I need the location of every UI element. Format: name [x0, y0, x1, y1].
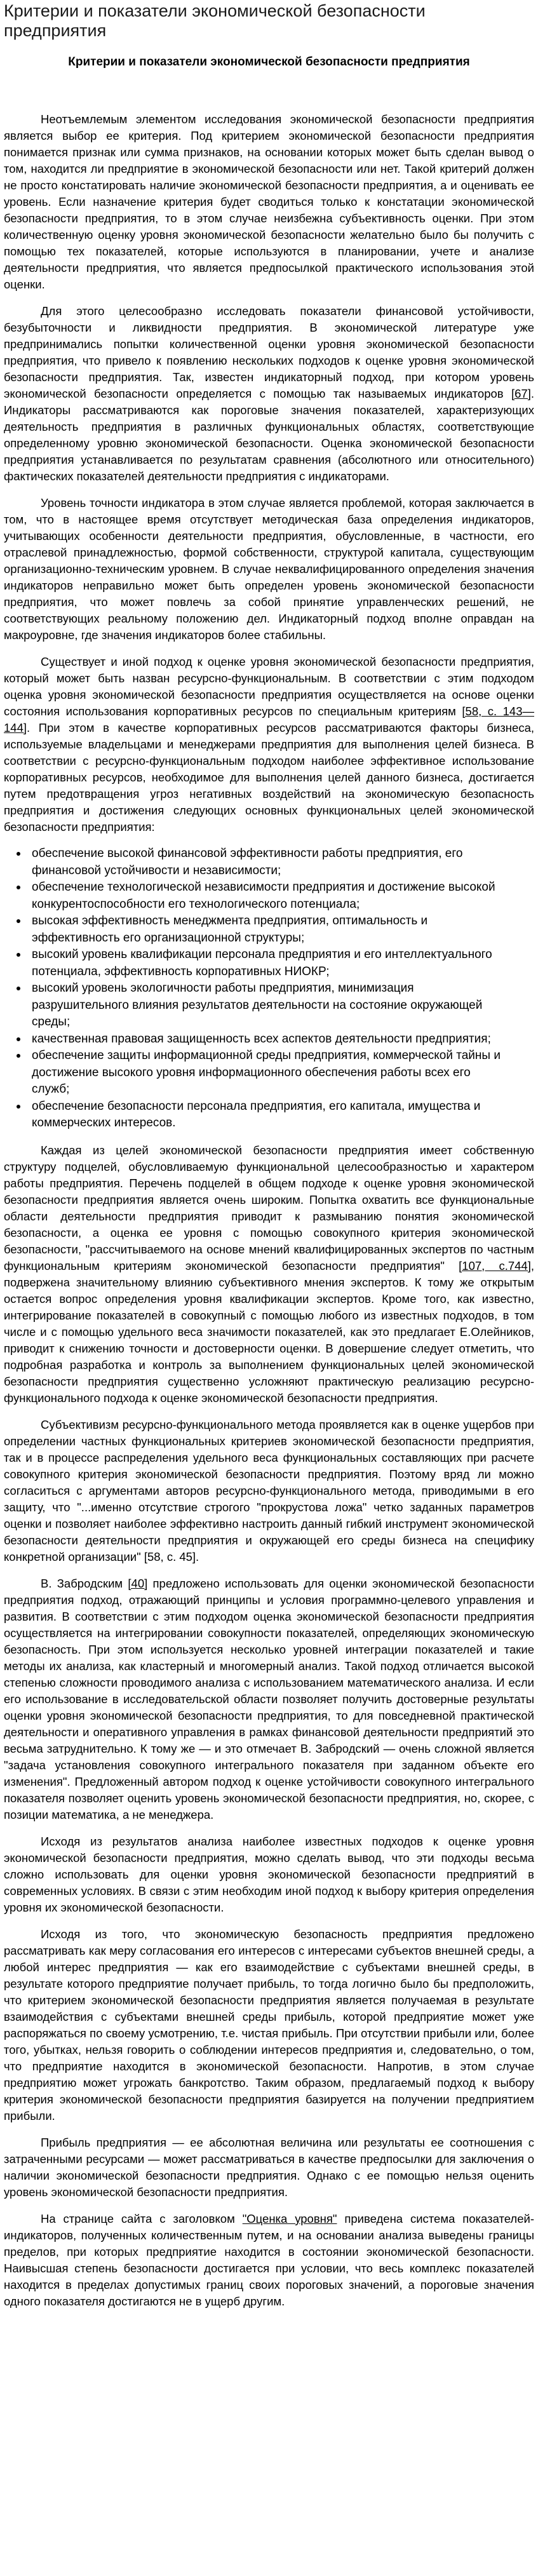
- reference-link-67[interactable]: [67]: [511, 387, 531, 400]
- list-item: [32, 947, 509, 980]
- paragraph-2: [4, 303, 534, 485]
- paragraph-3: Уровень точности индикатора в этом случае является проблемой, которая заключается в том, что в настоящее время отсутствует методическая база определения индикаторов, учитывающих особенности деятельности предприятия, обусловленные, в частности, его отраслевой принадлежностью, формой собственности, структурой капитала, существующим организационно-техническим уровнем. В случае неквалифицированного определения значения индикаторов неправильно может быть определен уровень экономической безопасности предприятия, что может повлечь за собой принятие управленческих решений, не соответствующих реальному положению дел. Индикаторный подход вполне оправдан на макроуровне, где значения индикаторов более стабильны.: [4, 496, 534, 642]
- bullet-icon: [17, 1037, 20, 1041]
- bullet-icon: [17, 1105, 20, 1109]
- list-item: [32, 980, 509, 1031]
- paragraph-1: Неотъемлемым элементом исследования экономической безопасности предприятия является выбор ее критерия. Под критерием экономической безопасности предприятия понимается признак или сумма признаков, на основании которых может быть сделан вывод о том, находится ли предприятие в экономической безопасности или нет. Такой критерий должен не просто констатировать наличие экономической безопасности предприятия, а и оценивать ее уровень. Если назначение критерия будет сводиться только к констатации экономической безопасности предприятия, то в этом случае неизбежна субъективность оценки. При этом количественную оценку уровня экономической безопасности желательно было бы получить с помощью тех показателей, которые используются в планировании, учете и анализе деятельности предприятия, что является предпосылкой практического использования этой оценки.: [4, 112, 534, 291]
- list-item: [32, 879, 509, 913]
- paragraph-text: предложено использовать для оценки экономической безопасности предприятия подход, отражающий принципы и условия программно-целевого управления и развития. В соответствии с этим подходом оценка экономической безопасности предприятия осуществляется на интегрировании совокупности показателей, определяющих экономическую безопасность. При этом используется несколько уровней интеграции показателей и такие методы их анализа, как кластерный и многомерный анализ. Такой подход отличается высокой степенью сложности проводимого анализа с использованием математического анализа. И если его использование в исследовательской области позволяет получить достоверные результаты оценки уровня экономической безопасности предприятия, то для повседневной практической деятельности и оперативного управления в рамках финансовой деятельности предприятий это весьма затруднительно. К тому же — и это отмечает В. Забродский — очень сложной является "задача установления совокупного интегрального показателя при заданном объекте его изменения". Предложенный автором подход к оценке устойчивости совокупного интегрального показателя позволяет оценить уровень экономической безопасности предприятия, но, скорее, с позиции математика, а не менеджера.: [4, 1576, 535, 1821]
- bullet-icon: [17, 852, 20, 856]
- paragraph-10: Прибыль предприятия — ее абсолютная величина или результаты ее соотношения с затраченными ресурсами — может рассматриваться в качестве предпосылки для заключения о наличии экономической безопасности предприятия. Однако с ее помощью нельзя оценить уровень экономической безопасности предприятия.: [4, 2135, 534, 2199]
- paragraph-text: В. Забродским: [41, 1576, 128, 1590]
- list-item: [32, 1098, 509, 1132]
- assessment-level-link[interactable]: "Оценка уровня": [242, 2211, 337, 2225]
- list-item: [32, 1048, 509, 1098]
- paragraph-text: . При этом в качестве корпоративных ресурсов рассматриваются факторы бизнеса, используемые владельцами и менеджерами предприятия для выполнения целей бизнеса. В соответствии с ресурсно-функциональным подходом наиболее эффективное использование корпоративных ресурсов, необходимое для выполнения целей данного бизнеса, достигается путем предотвращения угроз негативных воздействий на экономическую безопасность предприятия и достижения следующих основных функциональных целей экономической безопасности предприятия:: [4, 721, 534, 833]
- paragraph-text: Каждая из целей экономической безопасности предприятия имеет собственную структуру подцелей, обусловливаемую функциональной целесообразностью и характером работы предприятия. Перечень подцелей в общем подходе к оценке уровня экономической безопасности предприятия является очень широким. Попытка охватить все функциональные области деятельности предприятия приводит к размыванию понятия экономической безопасности, а оценка ее уровня с помощью совокупного критерия экономической безопасности, "рассчитываемого на основе мнений квалифицированных экспертов по частным функциональным критериям экономической безопасности предприятия": [4, 1143, 534, 1272]
- list-item: [32, 913, 509, 947]
- bullet-icon: [17, 919, 20, 923]
- list-item-text: обеспечение технологической независимости предприятия и достижение высокой конкурентоспособности его технологического потенциала;: [32, 880, 495, 911]
- bullet-icon: [17, 987, 20, 990]
- paragraph-11: [4, 2211, 534, 2310]
- list-item-text: высокая эффективность менеджмента предприятия, оптимальность и эффективность его организационной структуры;: [32, 914, 428, 945]
- paragraph-5: [4, 1142, 534, 1406]
- paragraph-text: , подвержена значительному влиянию субъективного мнения экспертов. К тому же открытым остается вопрос определения уровня квалификации экспертов. Кроме того, как известно, интегрирование показателей в совокупный с помощью любого из известных подходов, в том числе и с помощью удельного веса значимости показателей, как это предлагает Е.Олейников, приводит к снижению точности и достоверности оценки. В довершение следует отметить, что подробная разработка и контроль за выполнением функциональных целей экономической безопасности предприятия существенно усложняют практическую реализацию ресурсно-функционального подхода к оценке экономической безопасности предприятия.: [4, 1258, 534, 1405]
- paragraph-8: Исходя из результатов анализа наиболее известных подходов к оценке уровня экономической безопасности предприятия, можно сделать вывод, что эти подходы весьма сложно использовать для оценки уровня экономической безопасности предприятий в современных условиях. В связи с этим необходим иной подход к выбору критерия определения уровня их экономической безопасности.: [4, 1834, 534, 1914]
- bullet-icon: [17, 953, 20, 957]
- paragraph-text: приведена система показателей-индикаторов, полученных количественным путем, и на основании анализа выведены границы пределов, при которых предприятие находится в состоянии экономической безопасности. Наивысшая степень безопасности достигается при условии, что весь комплекс показателей находится в пределах допустимых границ своих пороговых значений, а пороговые значения одного показателя достигаются не в ущерб другим.: [4, 2211, 535, 2308]
- reference-link-107[interactable]: [107, с.744]: [459, 1258, 531, 1272]
- paragraph-text: Для этого целесообразно исследовать показатели финансовой устойчивости, безубыточности и ликвидности предприятия. В экономической литературе уже предпринимались попытки количественной оценки уровня экономической безопасности предприятия, что привело к появлению нескольких подходов к оценке уровня экономической безопасности предприятия. Так, известен индикаторный подход, при котором уровень экономической безопасности определяется с помощью так называемых индикаторов: [4, 304, 534, 400]
- paragraph-4: [4, 654, 534, 835]
- paragraph-text: . Индикаторы рассматриваются как пороговые значения показателей, характеризующих деятельность предприятия в различных функциональных областях, соответствующие определенному уровню экономической безопасности. Оценка экономической безопасности предприятия устанавливается по результатам сравнения (абсолютного или относительного) фактических показателей деятельности предприятия с индикаторами.: [4, 387, 534, 483]
- paragraph-text: Существует и иной подход к оценке уровня экономической безопасности предприятия, который может быть назван ресурсно-функциональным. В соответствии с этим подходом оценка уровня экономической безопасности предприятия осуществляется на основе оценки состояния использования корпоративных ресурсов по специальным критериям: [4, 655, 534, 718]
- list-item-text: обеспечение защиты информационной среды предприятия, коммерческой тайны и достижение высокого уровня информационного обеспечения работы всех его служб;: [32, 1049, 501, 1096]
- list-item-text: высокий уровень экологичности работы предприятия, минимизация разрушительного влияния результатов деятельности на состояние окружающей среды;: [32, 981, 483, 1028]
- list-item: [32, 846, 509, 879]
- list-item-text: обеспечение безопасности персонала предприятия, его капитала, имущества и коммерческих интересов.: [32, 1099, 481, 1130]
- list-item-text: высокий уровень квалификации персонала предприятия и его интеллектуального потенциала, эффективность корпоративных НИОКР;: [32, 948, 492, 978]
- bullet-icon: [17, 886, 20, 889]
- list-item-text: качественная правовая защищенность всех аспектов деятельности предприятия;: [32, 1032, 491, 1046]
- page-title: Критерии и показатели экономической безопасности предприятия: [4, 1, 426, 40]
- list-item: [32, 1031, 509, 1048]
- bullet-icon: [17, 1054, 20, 1058]
- paragraph-9: Исходя из того, что экономическую безопасность предприятия предложено рассматривать как меру согласования его интересов с интересами субъектов внешней среды, а любой интерес предприятия — как его взаимодействие с субъектами внешней среды, в результате которого предприятие получает прибыль, то тогда логично было бы предположить, что критерием экономической безопасности предприятия является получаемая в результате взаимодействия с субъектами внешней среды прибыль, которой предприятие может уже распоряжаться по своему усмотрению, т.е. чистая прибыль. При отсутствии прибыли или, более того, убытках, нельзя говорить о соблюдении интересов предприятия и, следовательно, о том, что предприятие находится в экономической безопасности. Напротив, в этом случае предприятию может угрожать банкротство. Таким образом, предлагаемый подход к выбору критерия экономической безопасности предприятия базируется на получении предприятием прибыли.: [4, 1927, 534, 2122]
- list-item-text: обеспечение высокой финансовой эффективности работы предприятия, его финансовой устойчивости и независимости;: [32, 847, 463, 877]
- functional-goals-list: [4, 846, 534, 1132]
- paragraph-text: На странице сайта с заголовком: [41, 2211, 243, 2225]
- reference-link-40[interactable]: [40]: [128, 1576, 148, 1590]
- section-heading: Критерии и показатели экономической безопасности предприятия: [68, 55, 470, 69]
- paragraph-6: Субъективизм ресурсно-функционального метода проявляется как в оценке ущербов при определении частных функциональных критериев экономической безопасности предприятия, так и в процессе распределения удельного веса функциональных составляющих при расчете совокупного критерия экономической безопасности предприятия. Поэтому вряд ли можно согласиться с аргументами авторов ресурсно-функционального метода, приводимыми в его защиту, что "...именно отсутствие строгого "прокрустова ложа" четко заданных параметров оценки и позволяет наиболее эффективно настроить данный гибкий инструмент экономической безопасности деятельности предприятия и окружающей его среды бизнеса на специфику конкретной организации" [58, с. 45].: [4, 1417, 534, 1563]
- paragraph-7: [4, 1575, 534, 1823]
- reference-link-58[interactable]: [58, с. 143—144]: [4, 705, 534, 734]
